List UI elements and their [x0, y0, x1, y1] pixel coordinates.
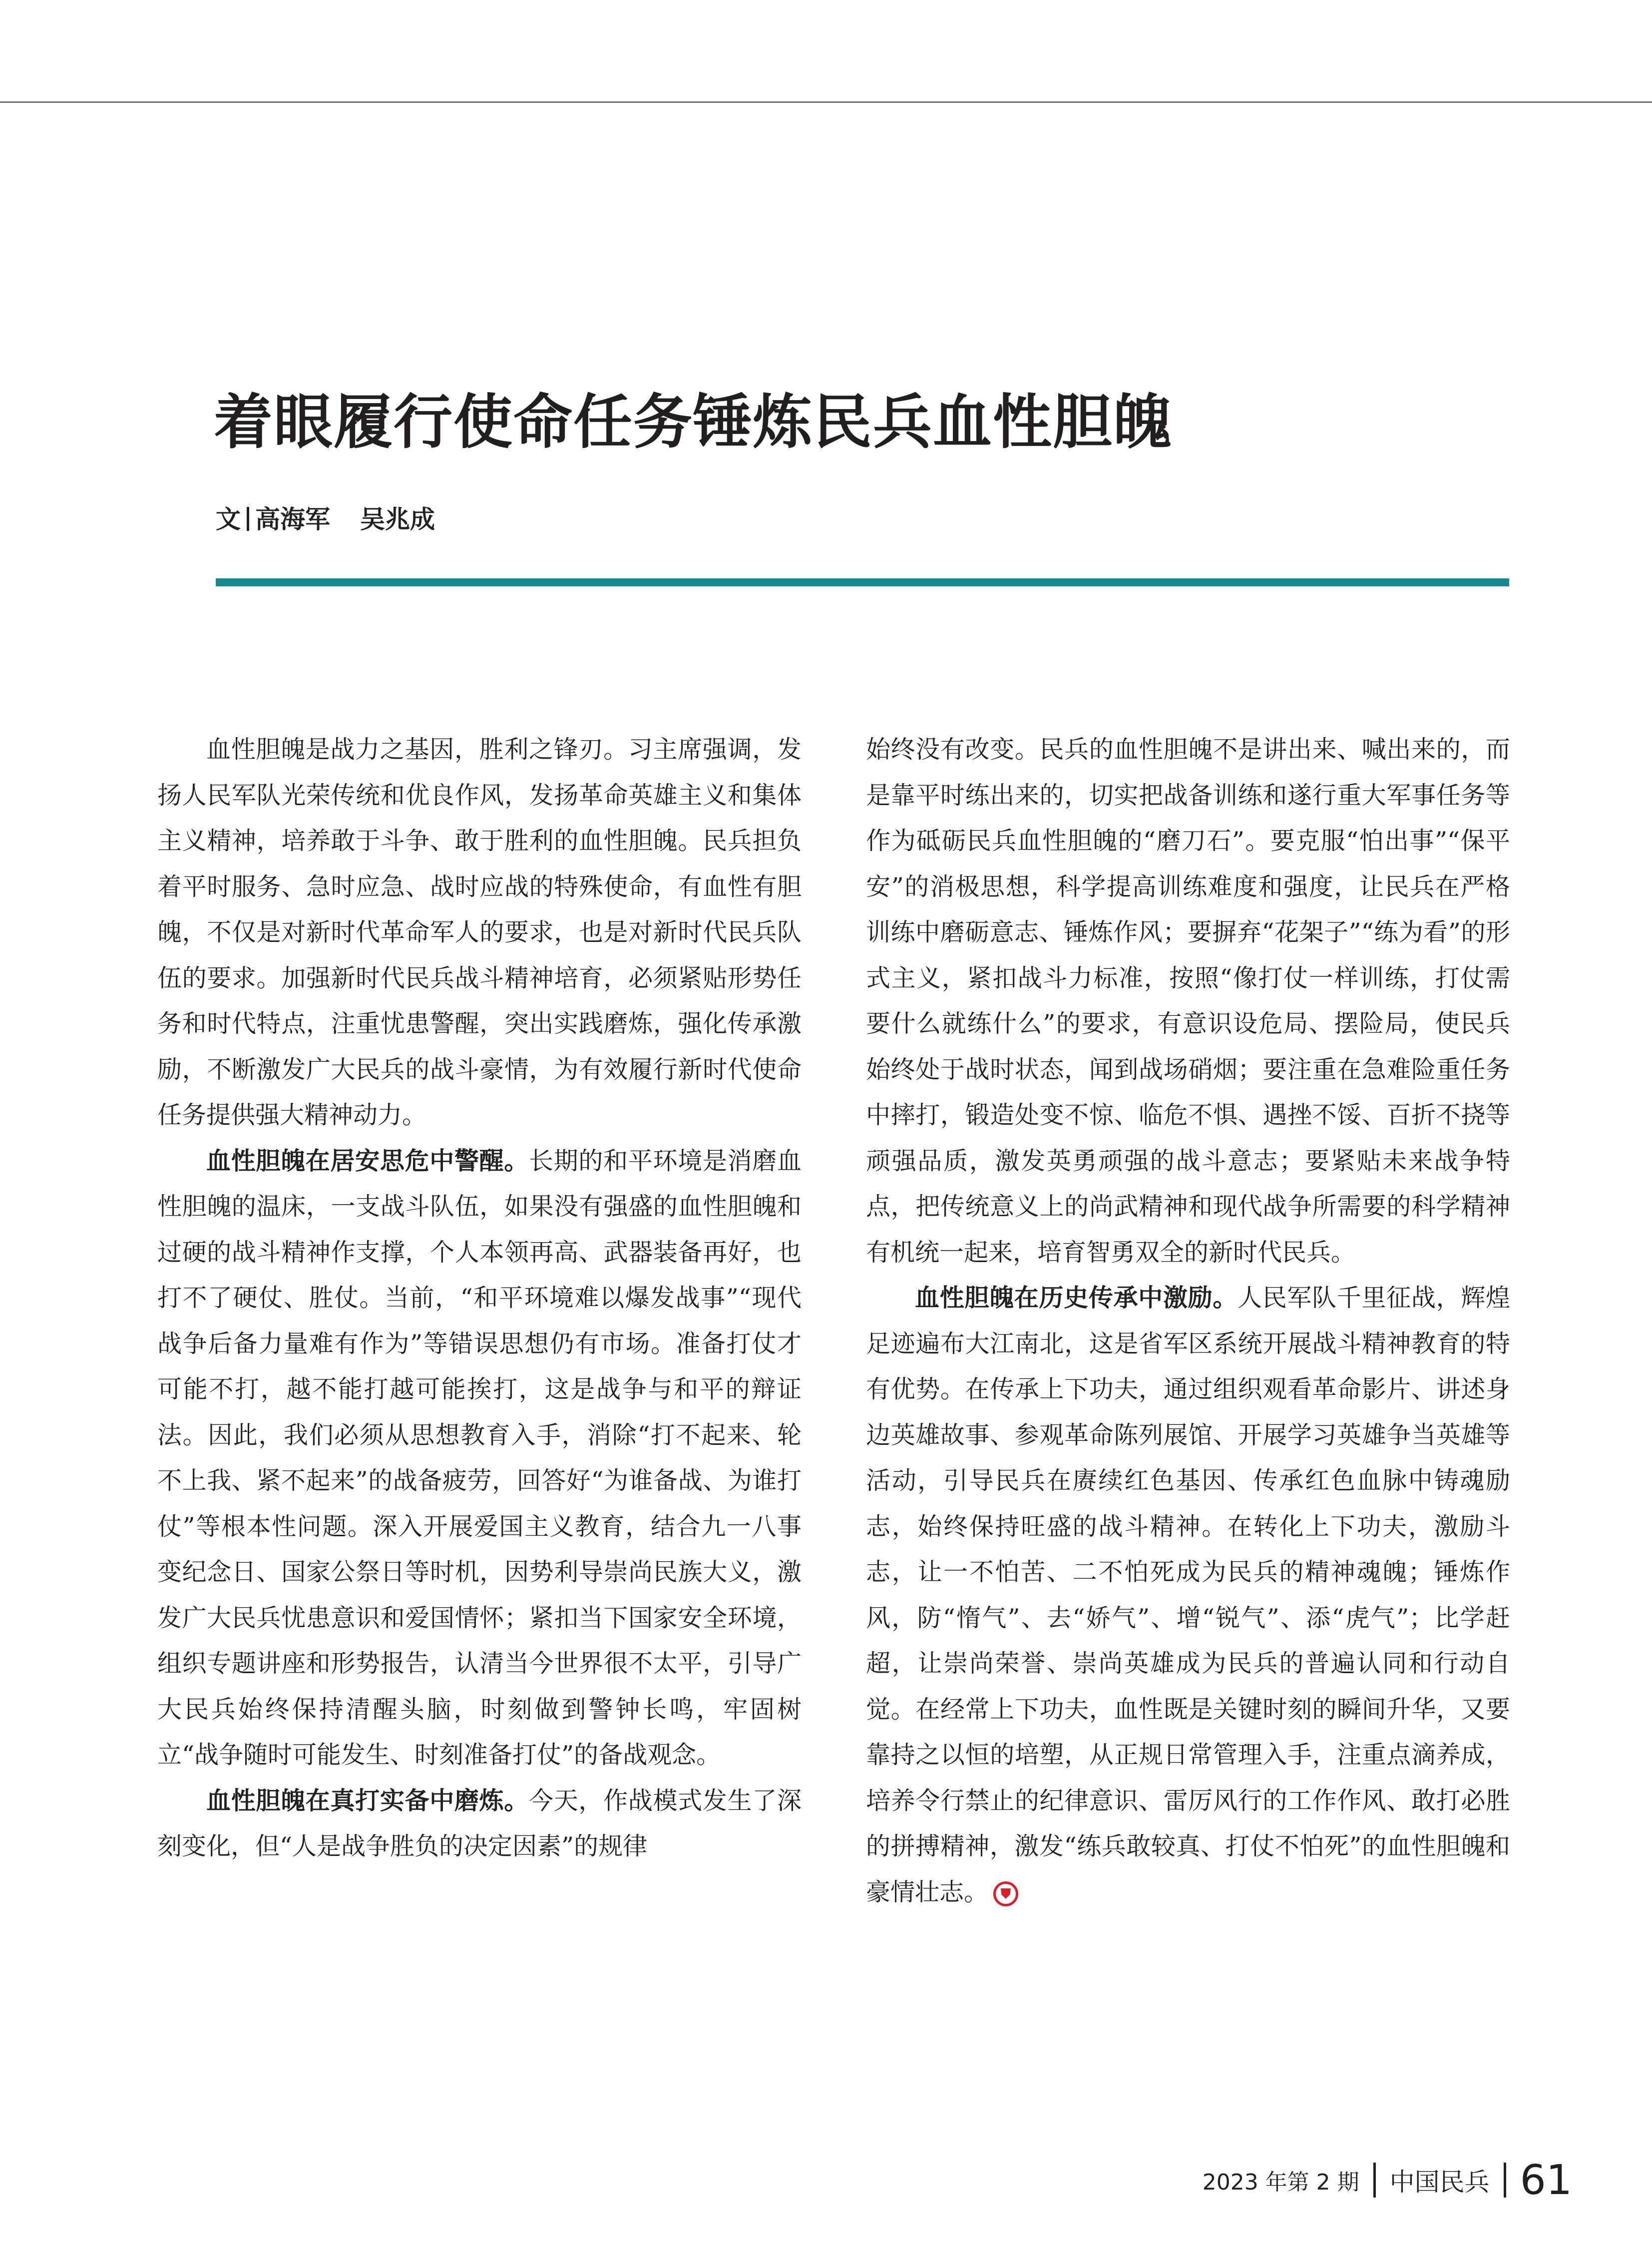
- body-paragraph: [866, 1275, 1510, 1915]
- paragraph-text: 人民军队千里征战，辉煌足迹遍布大江南北，这是省军区系统开展战斗精神教育的特有优势。在传承上下功夫，通过组织观看革命影片、讲述身边英雄故事、参观革命陈列展馆、开展学习英雄争当英雄等活动，引导民兵在赓续红色基因、传承红色血脉中铸魂励志，始终保持旺盛的战斗精神。在转化上下功夫，激励斗志，让一不怕苦、二不怕死成为民兵的精神魂魄；锤炼作风，防“惰气”、去“娇气”、增“锐气”、添“虎气”；比学赶超，让崇尚荣誉、崇尚英雄成为民兵的普遍认同和行动自觉。在经常上下功夫，血性既是关键时刻的瞬间升华，又要靠持之以恒的培塑，从正规日常管理入手，注重点滴养成，培养令行禁止的纪律意识、雷厉风行的工作作风、敢打必胜的拼搏精神，激发“练兵敢较真、打仗不怕死”的血性胆魄和豪情壮志。: [866, 1284, 1510, 1906]
- paragraph-text: 今天，作战模式发生了深刻变化，但“人是战争胜负的决定因素”的规律: [157, 1786, 802, 1860]
- author-name: 吴兆成: [360, 505, 435, 534]
- title-accent-rule: [216, 578, 1509, 586]
- body-paragraph: 血性胆魄是战力之基因，胜利之锋刃。习主席强调，发扬人民军队光荣传统和优良作风，发扬革命英雄主义和集体主义精神，培养敢于斗争、敢于胜利的血性胆魄。民兵担负着平时服务、急时应急、战时应战的特殊使命，有血性有胆魄，不仅是对新时代革命军人的要求，也是对新时代民兵队伍的要求。加强新时代民兵战斗精神培育，必须紧贴形势任务和时代特点，注重忧患警醒，突出实践磨炼，强化传承激励，不断激发广大民兵的战斗豪情，为有效履行新时代使命任务提供强大精神动力。: [157, 735, 802, 1129]
- body-paragraph: [157, 1778, 802, 1869]
- page-number: 61: [1520, 2156, 1572, 2204]
- body-paragraph: 始终没有改变。民兵的血性胆魄不是讲出来、喊出来的，而是靠平时练出来的，切实把战备训练和遂行重大军事任务等作为砥砺民兵血性胆魄的“磨刀石”。要克服“怕出事”“保平安”的消极思想，科学提高训练难度和强度，让民兵在严格训练中磨砺意志、锤炼作风；要摒弃“花架子”“练为看”的形式主义，紧扣战斗力标准，按照“像打仗一样训练，打仗需要什么就练什么”的要求，有意识设危局、摆险局，使民兵始终处于战时状态，闻到战场硝烟；要注重在急难险重任务中摔打，锻造处变不惊、临危不惧、遇挫不馁、百折不挠等顽强品质，激发英勇顽强的战斗意志；要紧贴未来战争特点，把传统意义上的尚武精神和现代战争所需要的科学精神有机统一起来，培育智勇双全的新时代民兵。: [866, 735, 1510, 1267]
- page-footer: [1203, 2153, 1572, 2208]
- shield-emblem-icon: ⛊: [993, 1881, 1018, 1906]
- section-lead: 血性胆魄在历史传承中激励。: [915, 1284, 1238, 1312]
- byline-separator: [247, 507, 249, 531]
- publication-name: 中国民兵: [1389, 2168, 1490, 2197]
- paragraph-text: 长期的和平环境是消磨血性胆魄的温床，一支战斗队伍，如果没有强盛的血性胆魄和过硬的战斗精神作支撑，个人本领再高、武器装备再好，也打不了硬仗、胜仗。当前，“和平环境难以爆发战事”“现代战争后备力量难有作为”等错误思想仍有市场。准备打仗才可能不打，越不能打越可能挨打，这是战争与和平的辩证法。因此，我们必须从思想教育入手，消除“打不起来、轮不上我、紧不起来”的战备疲劳，回答好“为谁备战、为谁打仗”等根本性问题。深入开展爱国主义教育，结合九一八事变纪念日、国家公祭日等时机，因势利导崇尚民族大义，激发广大民兵忧患意识和爱国情怀；紧扣当下国家安全环境，组织专题讲座和形势报告，认清当今世界很不太平，引导广大民兵始终保持清醒头脑，时刻做到警钟长鸣，牢固树立“战争随时可能发生、时刻准备打仗”的备战观念。: [157, 1146, 802, 1769]
- issue-label: 2023 年第 2 期: [1202, 2170, 1359, 2195]
- byline: [216, 502, 435, 537]
- article-title: 着眼履行使命任务锤炼民兵血性胆魄: [214, 388, 1173, 456]
- article-column-left: [157, 727, 802, 1869]
- section-lead: 血性胆魄在居安思危中警醒。: [206, 1146, 529, 1175]
- header-rule: [0, 101, 1652, 103]
- body-paragraph: [157, 1138, 802, 1778]
- section-lead: 血性胆魄在真打实备中磨炼。: [206, 1786, 529, 1815]
- footer-divider: [1504, 2163, 1506, 2198]
- byline-prefix: 文: [216, 505, 241, 534]
- footer-divider: [1373, 2163, 1376, 2198]
- article-column-right: [866, 727, 1510, 1915]
- author-name: 高海军: [255, 505, 330, 534]
